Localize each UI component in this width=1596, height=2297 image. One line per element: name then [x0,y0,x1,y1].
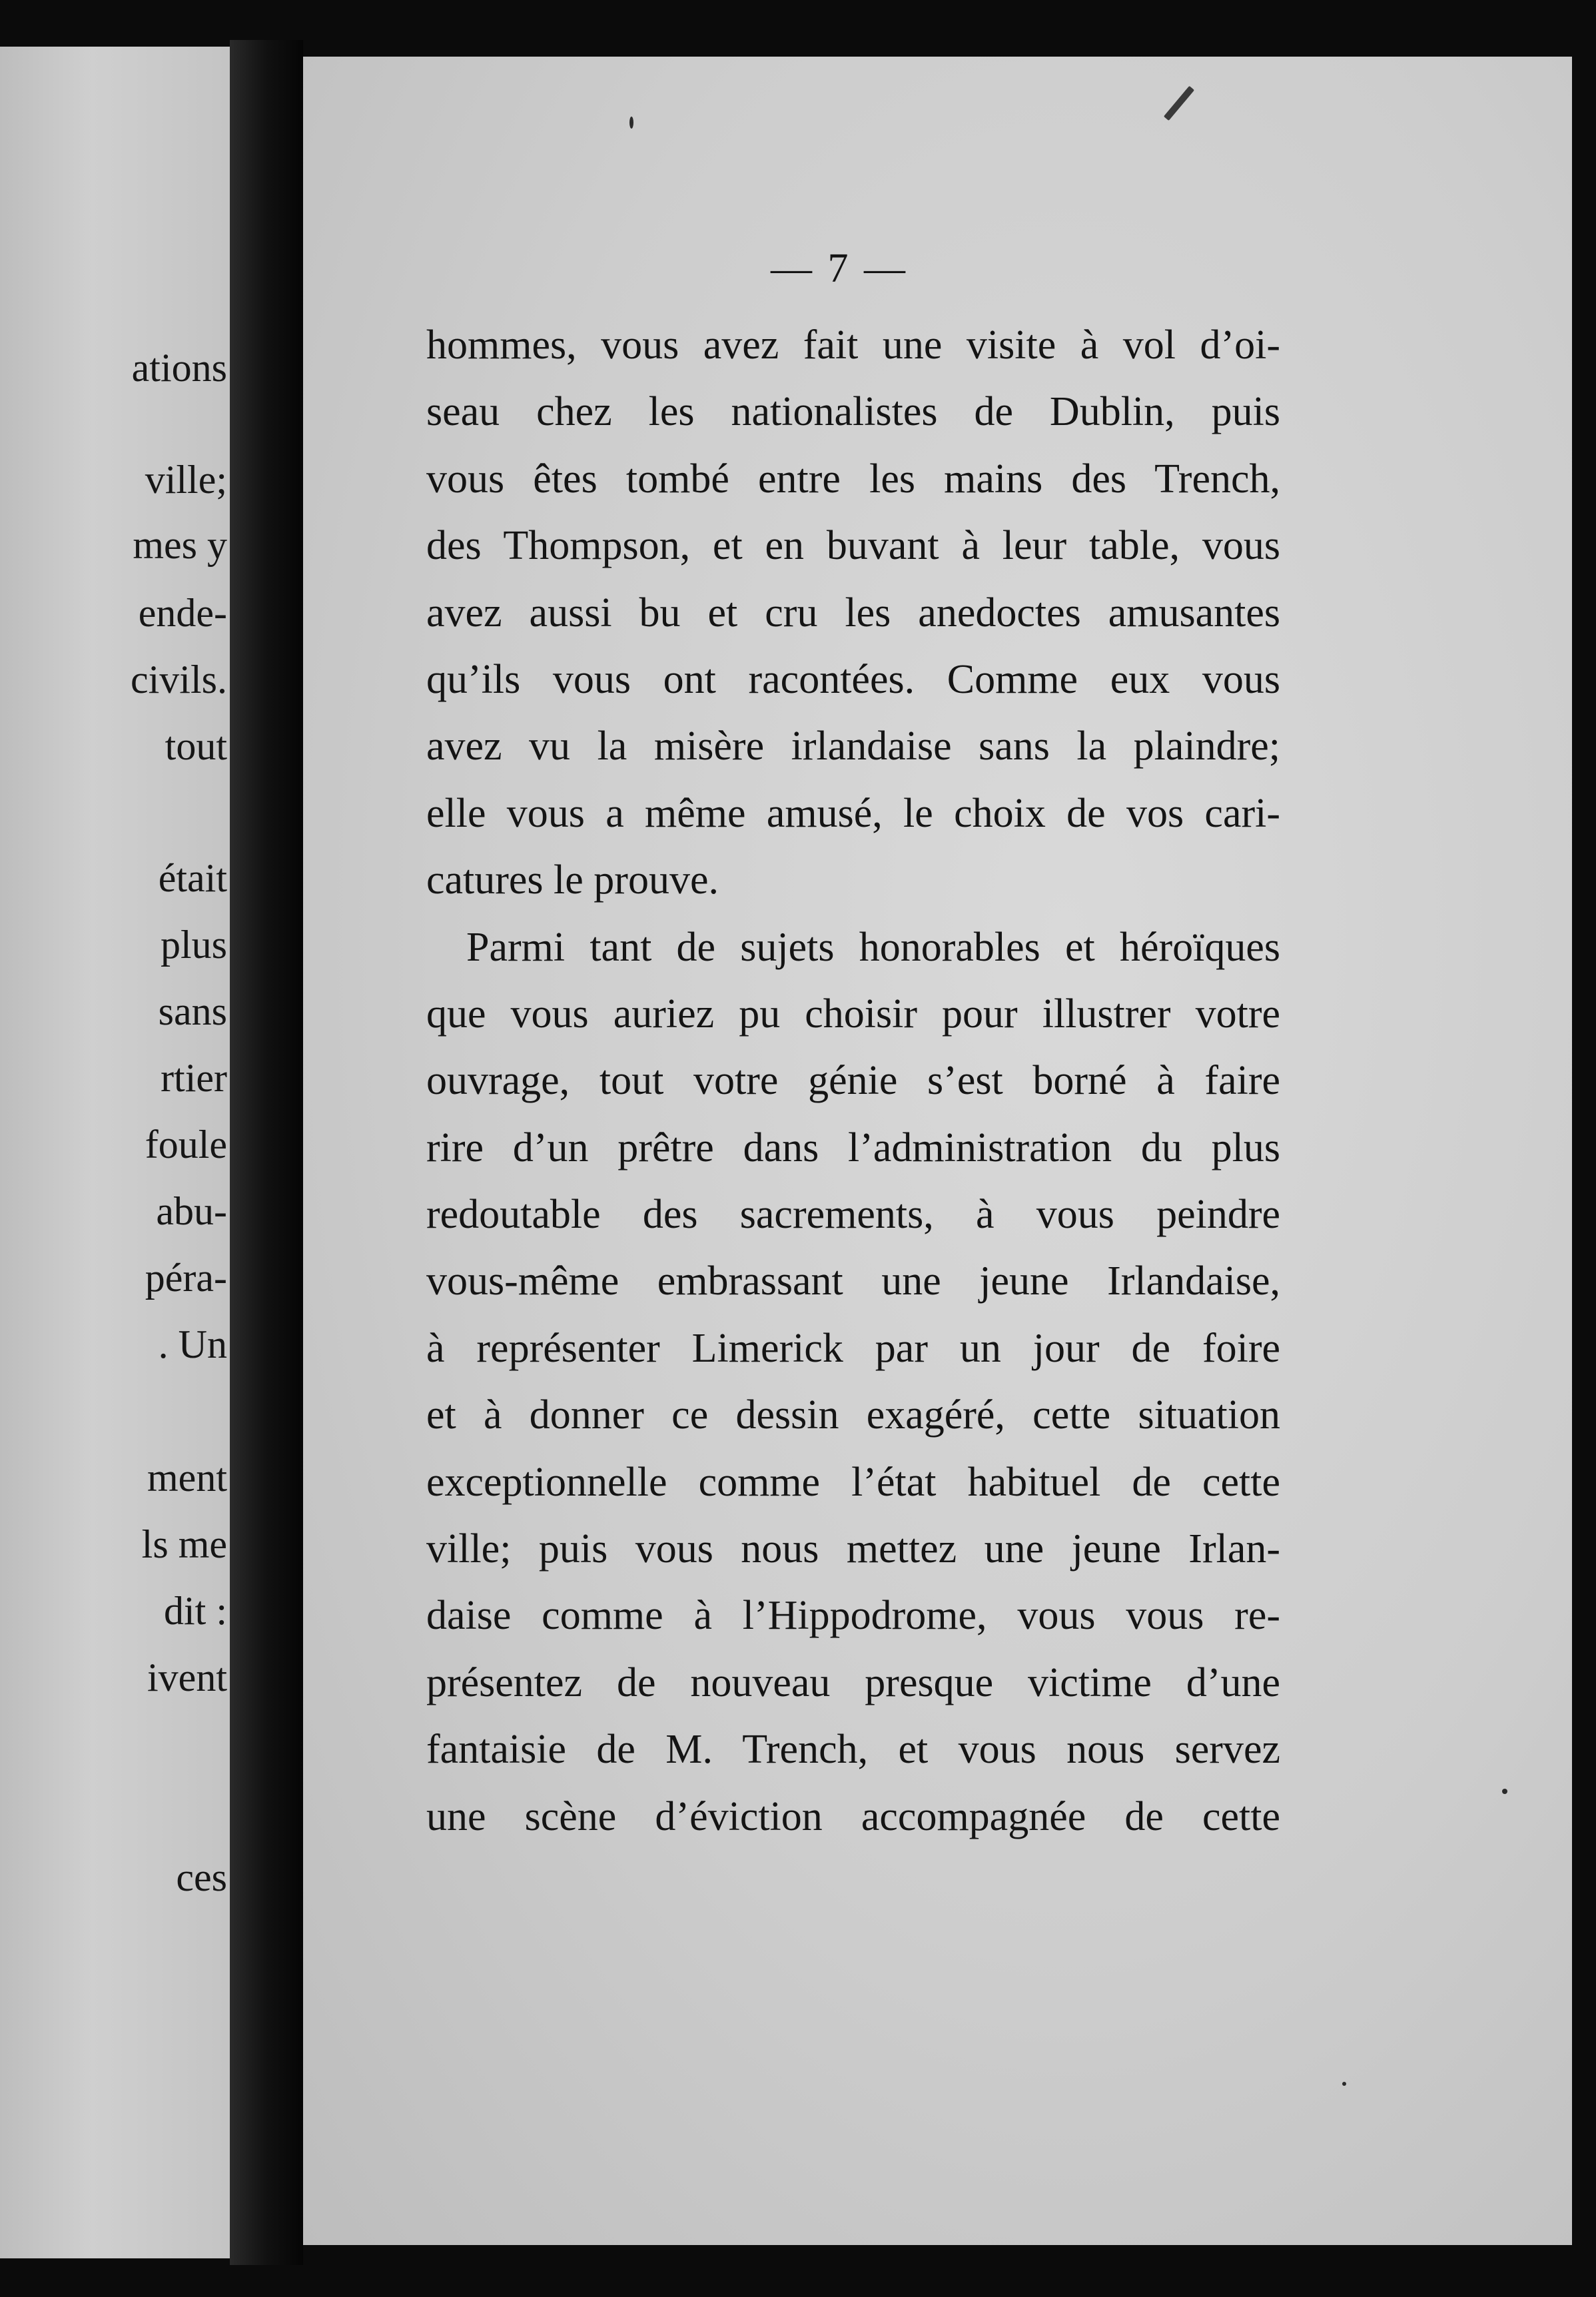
scan-mark [1164,86,1194,121]
text-line: daise comme à l’Hippodrome, vous vous re- [426,1593,1280,1639]
left-line-fragment: tout [165,724,227,768]
text-line: ouvrage, tout votre génie s’est borné à faire [426,1058,1280,1104]
text-line: une scène d’éviction accompagnée de cette [426,1793,1280,1839]
text-line: vous êtes tombé entre les mains des Trench, [426,456,1280,502]
text-line: qu’ils vous ont racontées. Comme eux vous [426,656,1280,702]
text-line: avez aussi bu et cru les anedoctes amusantes [426,590,1280,636]
left-line-fragment: dit : [163,1589,227,1633]
left-line-fragment: ende- [138,591,227,635]
left-line-fragment: sans [158,989,227,1033]
text-line: redoutable des sacrements, à vous peindre [426,1192,1280,1238]
page-body-text [426,312,1280,1850]
text-line: à représenter Limerick par un jour de foire [426,1325,1280,1371]
text-line: hommes, vous avez fait une visite à vol d’oi- [426,322,1280,368]
text-line: fantaisie de M. Trench, et vous nous servez [426,1727,1280,1773]
text-line: ville; puis vous nous mettez une jeune Irlan- [426,1526,1280,1572]
text-line: que vous auriez pu choisir pour illustrer votre [426,991,1280,1037]
text-line: elle vous a même amusé, le choix de vos cari- [426,790,1280,836]
text-line: seau chez les nationalistes de Dublin, puis [426,389,1280,435]
left-line-fragment: . Un [158,1322,227,1366]
scan-speck [1342,2082,1346,2086]
left-line-fragment: civils. [131,658,227,701]
left-line-fragment: rtier [161,1056,227,1100]
scan-speck [629,117,633,129]
previous-page-fragment [0,47,230,2258]
left-line-fragment: ivent [147,1655,227,1699]
binding-gutter [230,40,303,2265]
left-line-fragment: ces [176,1855,227,1899]
paragraph-last-line: catures le prouve. [426,857,719,903]
page-number: — 7 — [771,246,908,291]
text-line: vous-même embrassant une jeune Irlandaise, [426,1258,1280,1304]
left-line-fragment: ls me [141,1522,227,1566]
text-line: des Thompson, et en buvant à leur table, vous [426,523,1280,569]
left-line-fragment: abu- [156,1189,227,1233]
text-line: exceptionnelle comme l’état habituel de cette [426,1459,1280,1505]
paragraph-first-line: Parmi tant de sujets honorables et héroïques [466,924,1280,970]
left-line-fragment: péra- [145,1256,227,1300]
scan-speck [1502,1789,1507,1794]
text-line: présentez de nouveau presque victime d’une [426,1659,1280,1705]
text-line: et à donner ce dessin exagéré, cette situation [426,1392,1280,1438]
text-line: rire d’un prêtre dans l’administration du plus [426,1125,1280,1170]
text-line: avez vu la misère irlandaise sans la plaindre; [426,723,1280,769]
left-line-fragment: ations [131,346,227,390]
left-line-fragment: ville; [145,458,227,502]
left-line-fragment: ment [147,1456,227,1500]
left-line-fragment: foule [145,1123,227,1166]
left-line-fragment: mes y [133,523,227,567]
left-line-fragment: était [158,856,227,900]
left-line-fragment: plus [160,923,227,967]
